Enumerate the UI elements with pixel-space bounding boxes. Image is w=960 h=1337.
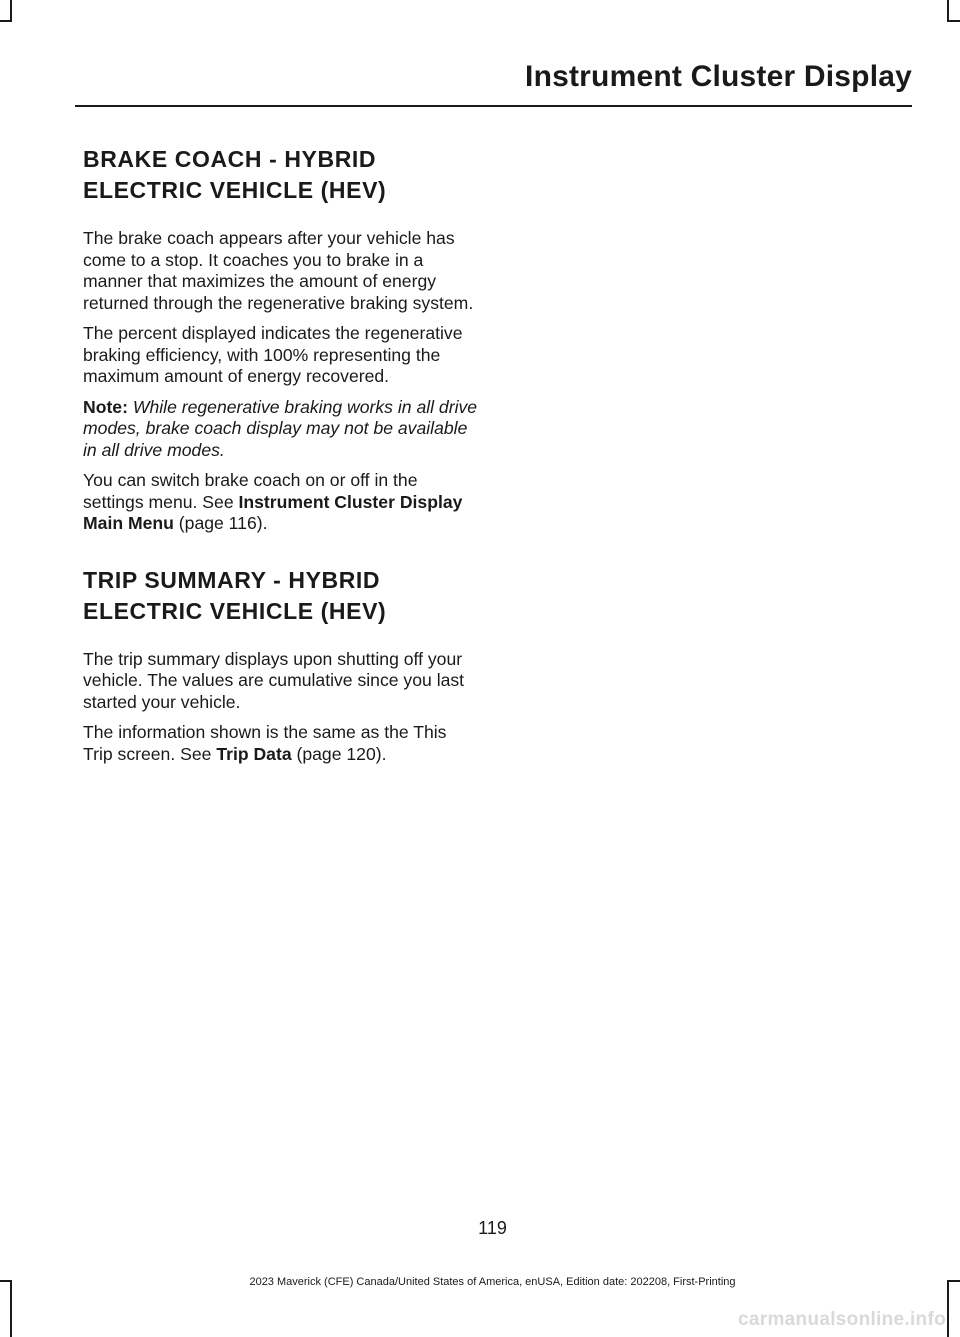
brake-coach-percent-paragraph: The percent displayed indicates the regenerative braking efficiency, with 100% representing the maximum amount of energy recovered. <box>83 323 463 386</box>
header-rule <box>75 105 912 107</box>
trip-data-link[interactable]: Trip Data <box>216 743 292 764</box>
page-number: 119 <box>478 1218 507 1238</box>
page-reference: (page 120). <box>296 743 387 764</box>
settings-text: You can switch brake coach on or off in the settings menu. See <box>83 470 418 512</box>
page-header-title: Instrument Cluster Display <box>525 60 912 93</box>
brake-coach-intro-paragraph: The brake coach appears after your vehicle has come to a stop. It coaches you to brake in a manner that maximizes the amount of energy returned through the regenerative braking system. <box>83 228 474 313</box>
heading-line: ELECTRIC VEHICLE (HEV) <box>83 597 387 624</box>
brake-coach-note <box>83 397 478 462</box>
instrument-cluster-menu-link[interactable]: Instrument Cluster Display Main Menu <box>83 491 463 533</box>
section-heading-brake-coach <box>83 144 478 206</box>
trip-summary-intro-paragraph: The trip summary displays upon shutting off your vehicle. The values are cumulative since you last started your vehicle. <box>83 648 465 712</box>
crop-mark-top-left-vertical <box>10 0 12 22</box>
edition-footer: 2023 Maverick (CFE) Canada/United States of America, enUSA, Edition date: 202208, First-Printing <box>249 1276 736 1288</box>
crop-mark-bottom-right-vertical <box>947 1280 949 1337</box>
watermark: carmanualsonline.info <box>738 1309 946 1330</box>
heading-line: BRAKE COACH - HYBRID <box>83 146 377 172</box>
crop-mark-top-left-horizontal <box>0 20 12 22</box>
crop-mark-bottom-left-vertical <box>10 1280 12 1337</box>
main-content <box>83 144 478 774</box>
page-reference: (page 116). <box>178 513 268 533</box>
info-text: The information shown is the same as the This Trip screen. See <box>83 722 447 764</box>
section-heading-trip-summary <box>83 565 478 627</box>
brake-coach-settings-paragraph <box>83 470 478 535</box>
heading-line: ELECTRIC VEHICLE (HEV) <box>83 177 387 203</box>
note-label: Note: <box>83 396 128 417</box>
heading-line: TRIP SUMMARY - HYBRID <box>83 566 381 593</box>
trip-summary-info-paragraph <box>83 722 478 765</box>
crop-mark-top-right-horizontal <box>947 20 960 22</box>
note-text: While regenerative braking works in all drive modes, brake coach display may not be available in all drive modes. <box>83 396 478 460</box>
crop-mark-top-right-vertical <box>947 0 949 22</box>
